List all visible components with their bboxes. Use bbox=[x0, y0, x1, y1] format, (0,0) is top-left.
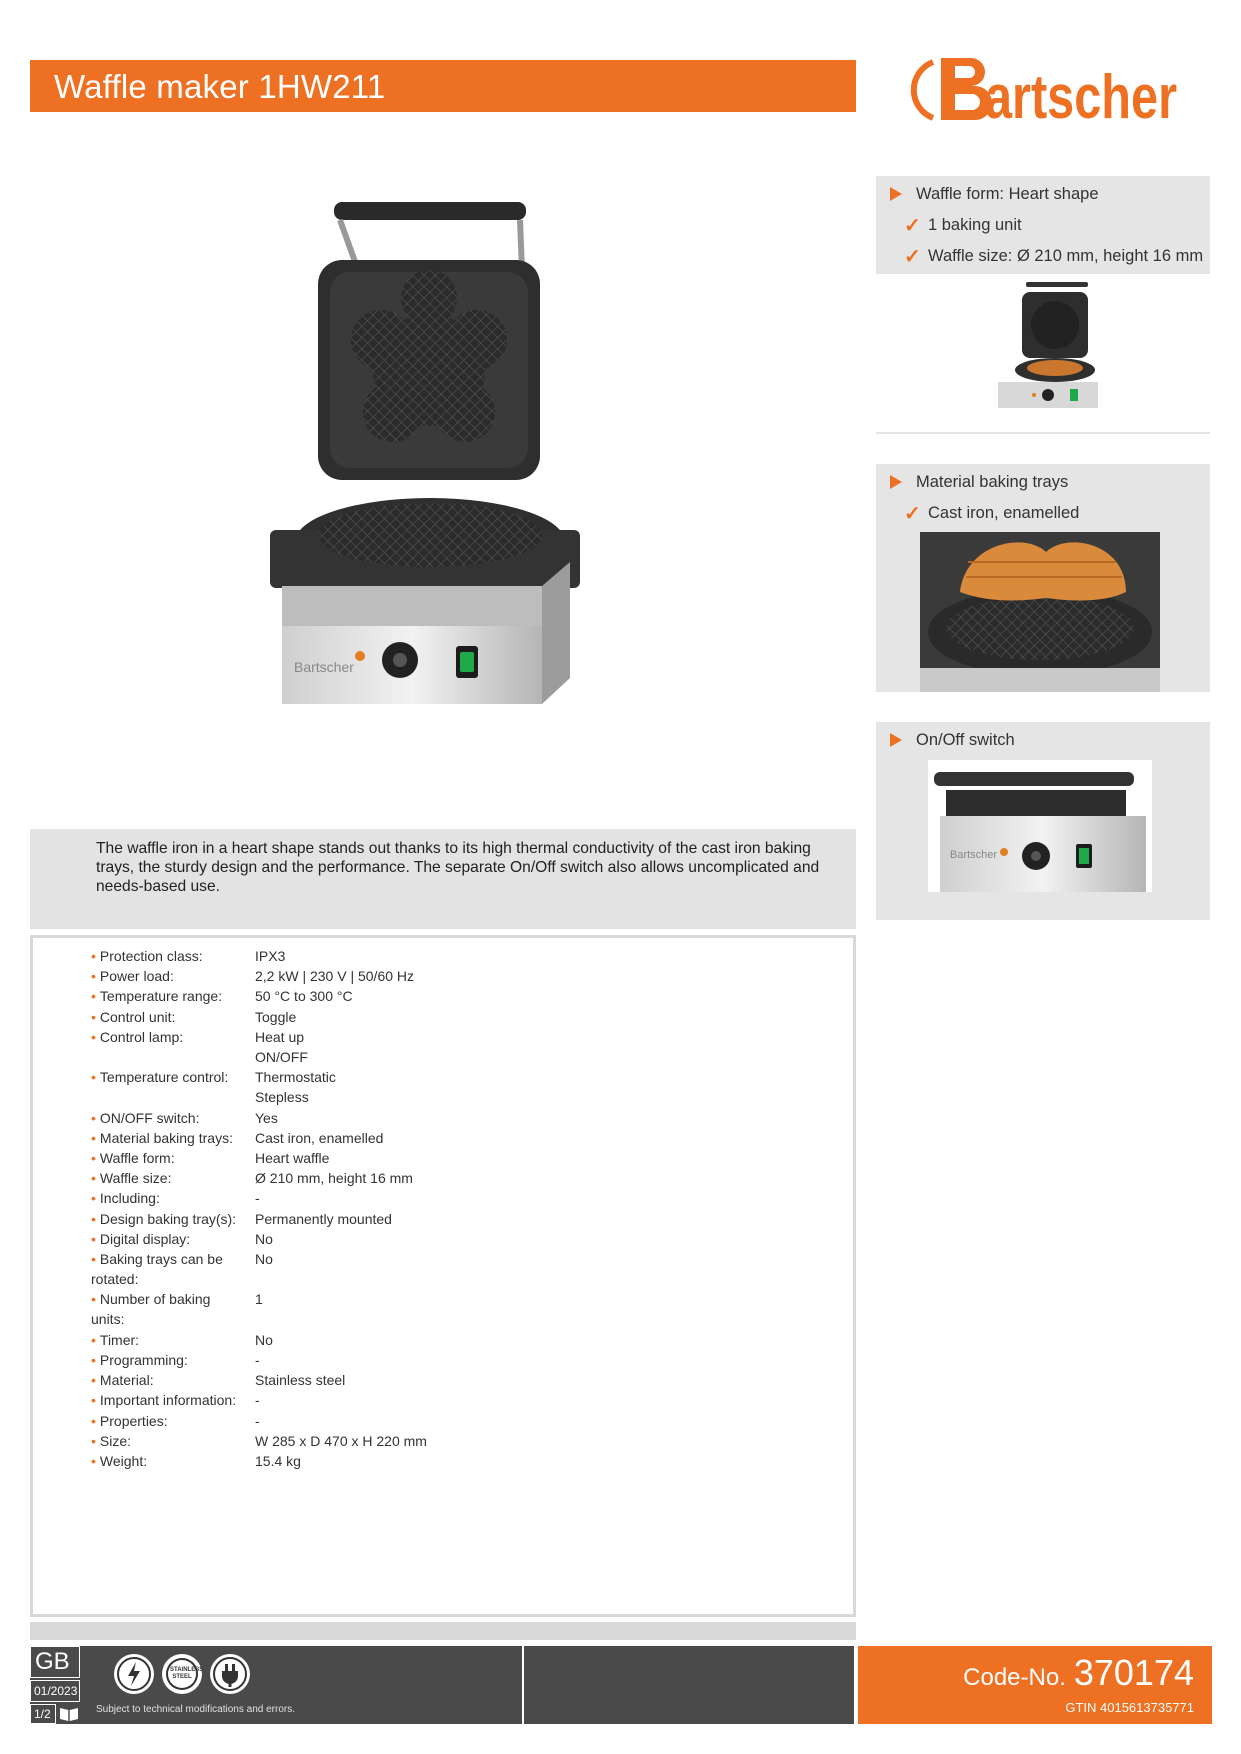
bullet-icon: • bbox=[91, 1129, 96, 1146]
svg-text:Bartscher: Bartscher bbox=[294, 659, 354, 675]
spec-label bbox=[91, 1168, 241, 1188]
bullet-icon: • bbox=[91, 1008, 96, 1025]
svg-text:Bartscher: Bartscher bbox=[950, 849, 998, 861]
spec-value: No bbox=[255, 1331, 273, 1348]
feature-heading: On/Off switch bbox=[916, 731, 1015, 749]
spec-value: No bbox=[255, 1251, 273, 1267]
bullet-icon: • bbox=[91, 1210, 96, 1227]
feature-panel-baking-trays bbox=[876, 464, 1210, 692]
spec-label-text: Design baking tray(s): bbox=[99, 1210, 237, 1227]
feature-image-switch bbox=[876, 760, 1210, 920]
page-number: 1/2 bbox=[30, 1704, 56, 1724]
title-bar bbox=[30, 60, 856, 112]
description-box bbox=[30, 829, 856, 929]
spec-label-text: Material: bbox=[99, 1372, 154, 1389]
stainless-steel-label: STAINLESS STEEL bbox=[170, 1667, 204, 1680]
spec-label-text: Material baking trays: bbox=[99, 1129, 233, 1146]
bullet-icon: • bbox=[91, 1453, 96, 1469]
spec-label bbox=[91, 1188, 241, 1208]
spec-label-text: Number of baking units: bbox=[91, 1291, 211, 1328]
bullet-icon: • bbox=[91, 1412, 96, 1429]
spec-value: Stainless steel bbox=[255, 1372, 346, 1389]
stainless-steel-icon bbox=[162, 1654, 202, 1694]
spec-label-text: Baking trays can be rotated: bbox=[91, 1251, 223, 1287]
spec-label bbox=[91, 1370, 241, 1390]
code-row bbox=[963, 1652, 1194, 1694]
spec-label bbox=[91, 1431, 241, 1451]
spec-value: 2,2 kW | 230 V | 50/60 Hz bbox=[255, 968, 415, 985]
spec-label-text: Properties: bbox=[99, 1412, 168, 1429]
checkmark-icon: ✓ bbox=[904, 215, 921, 237]
spec-label bbox=[91, 1148, 241, 1168]
spec-label-text: ON/OFF switch: bbox=[99, 1109, 200, 1126]
spec-value: Thermostatic Stepless bbox=[255, 1069, 336, 1106]
date-label: 01/2023 bbox=[30, 1680, 80, 1702]
spec-label-text: Timer: bbox=[99, 1331, 140, 1348]
book-icon bbox=[60, 1708, 78, 1721]
checkmark-icon: ✓ bbox=[904, 503, 921, 525]
spec-label bbox=[91, 1229, 241, 1249]
spec-list bbox=[91, 946, 691, 1606]
product-image bbox=[260, 190, 640, 810]
bullet-icon: • bbox=[91, 1432, 96, 1449]
spec-label bbox=[91, 1411, 241, 1431]
bullet-icon: • bbox=[91, 1352, 96, 1368]
spec-label bbox=[91, 1128, 241, 1148]
description-text: The waffle iron in a heart shape stands out thanks to its high thermal conductivity of the cast iron baking trays, the sturdy design and the performance. The separate On/Off switch also allows uncomplicated and needs-based use. bbox=[96, 840, 820, 895]
spec-label-text: Waffle size: bbox=[99, 1170, 172, 1187]
bullet-icon: • bbox=[91, 1150, 96, 1166]
spec-value: 1 bbox=[255, 1291, 263, 1308]
spec-label-text: Waffle form: bbox=[99, 1150, 175, 1166]
feature-heading: Material baking trays bbox=[916, 473, 1069, 491]
spec-label-text: Control unit: bbox=[99, 1008, 176, 1025]
specifications-box bbox=[30, 935, 856, 1617]
spec-value: Cast iron, enamelled bbox=[255, 1129, 384, 1146]
spec-value: - bbox=[255, 1412, 260, 1429]
spec-label-text: Temperature range: bbox=[99, 988, 223, 1005]
feature-image-waffle-form bbox=[876, 274, 1210, 432]
spec-label bbox=[91, 966, 241, 986]
spec-value: - bbox=[255, 1392, 260, 1409]
svg-text:artscher: artscher bbox=[985, 63, 1177, 132]
spec-label bbox=[91, 986, 241, 1006]
footer-middle bbox=[524, 1646, 854, 1724]
bullet-icon: • bbox=[91, 1170, 96, 1187]
bullet-icon: • bbox=[91, 1251, 96, 1267]
bullet-icon: • bbox=[91, 1291, 96, 1308]
spec-value: IPX3 bbox=[255, 948, 286, 964]
spec-value: - bbox=[255, 1352, 260, 1368]
spec-label bbox=[91, 1330, 241, 1350]
spec-value: No bbox=[255, 1230, 273, 1247]
spec-label-text: Power load: bbox=[99, 968, 174, 985]
spec-value: W 285 x D 470 x H 220 mm bbox=[255, 1432, 427, 1449]
spec-label-text: Weight: bbox=[99, 1453, 148, 1469]
bullet-icon: • bbox=[91, 968, 96, 985]
bullet-icon: • bbox=[91, 988, 96, 1005]
spec-label-text: Control lamp: bbox=[99, 1028, 184, 1045]
spec-value: 15.4 kg bbox=[255, 1453, 301, 1469]
bullet-icon: • bbox=[91, 1069, 96, 1086]
feature-check: Cast iron, enamelled bbox=[928, 504, 1080, 522]
spec-value: Heat up ON/OFF bbox=[255, 1028, 308, 1065]
spec-label-text: Size: bbox=[99, 1432, 132, 1449]
bartscher-logo bbox=[915, 44, 1185, 134]
divider-strip bbox=[30, 1622, 856, 1640]
footer-left bbox=[30, 1646, 522, 1724]
spec-value: Toggle bbox=[255, 1008, 297, 1025]
code-label: Code-No. bbox=[963, 1664, 1066, 1691]
spec-label bbox=[91, 1209, 241, 1229]
spec-label bbox=[91, 1007, 241, 1027]
gtin: GTIN 4015613735771 bbox=[1065, 1700, 1194, 1715]
footer-right bbox=[858, 1646, 1212, 1724]
bullet-icon: • bbox=[91, 1372, 96, 1389]
spec-label bbox=[91, 1067, 241, 1087]
footer-note: Subject to technical modifications and errors. bbox=[96, 1704, 295, 1715]
spec-value: Yes bbox=[255, 1109, 278, 1126]
spec-label bbox=[91, 1390, 241, 1410]
spec-label-text: Protection class: bbox=[99, 948, 203, 964]
feature-heading: Waffle form: Heart shape bbox=[916, 185, 1099, 203]
spec-value: Permanently mounted bbox=[255, 1210, 392, 1227]
spec-label bbox=[91, 1249, 241, 1289]
spec-value: 50 °C to 300 °C bbox=[255, 988, 353, 1005]
spec-label bbox=[91, 1027, 241, 1047]
spec-label-text: Digital display: bbox=[99, 1230, 191, 1247]
bullet-icon: • bbox=[91, 1109, 96, 1126]
bullet-icon: • bbox=[91, 1190, 96, 1207]
spec-label bbox=[91, 1289, 241, 1329]
bullet-icon: • bbox=[91, 1230, 96, 1247]
feature-check: 1 baking unit bbox=[928, 216, 1022, 234]
spec-label bbox=[91, 946, 241, 966]
lightning-icon bbox=[114, 1654, 154, 1694]
bullet-icon: • bbox=[91, 948, 96, 964]
spec-label-text: Programming: bbox=[99, 1352, 188, 1368]
triangle-bullet-icon bbox=[890, 475, 902, 489]
spec-label bbox=[91, 1108, 241, 1128]
feature-panel-waffle-form bbox=[876, 176, 1210, 434]
spec-value: Ø 210 mm, height 16 mm bbox=[255, 1170, 413, 1187]
spec-label bbox=[91, 1451, 241, 1471]
page-title: Waffle maker 1HW211 bbox=[54, 68, 386, 105]
feature-image-baking-trays bbox=[876, 532, 1210, 692]
spec-label-text: Temperature control: bbox=[99, 1069, 229, 1086]
spec-value: - bbox=[255, 1190, 260, 1207]
triangle-bullet-icon bbox=[890, 733, 902, 747]
bullet-icon: • bbox=[91, 1392, 96, 1409]
checkmark-icon: ✓ bbox=[904, 246, 921, 268]
bullet-icon: • bbox=[91, 1028, 96, 1045]
spec-label-text: Important information: bbox=[99, 1392, 237, 1409]
spec-value: Heart waffle bbox=[255, 1150, 330, 1166]
bullet-icon: • bbox=[91, 1331, 96, 1348]
feature-panel-switch bbox=[876, 722, 1210, 920]
spec-label-text: Including: bbox=[99, 1190, 160, 1207]
spec-label bbox=[91, 1350, 241, 1370]
feature-check: Waffle size: Ø 210 mm, height 16 mm bbox=[928, 247, 1204, 265]
plug-icon bbox=[210, 1654, 250, 1694]
language-code: GB bbox=[30, 1646, 80, 1678]
code-number: 370174 bbox=[1073, 1652, 1194, 1693]
triangle-bullet-icon bbox=[890, 187, 902, 201]
